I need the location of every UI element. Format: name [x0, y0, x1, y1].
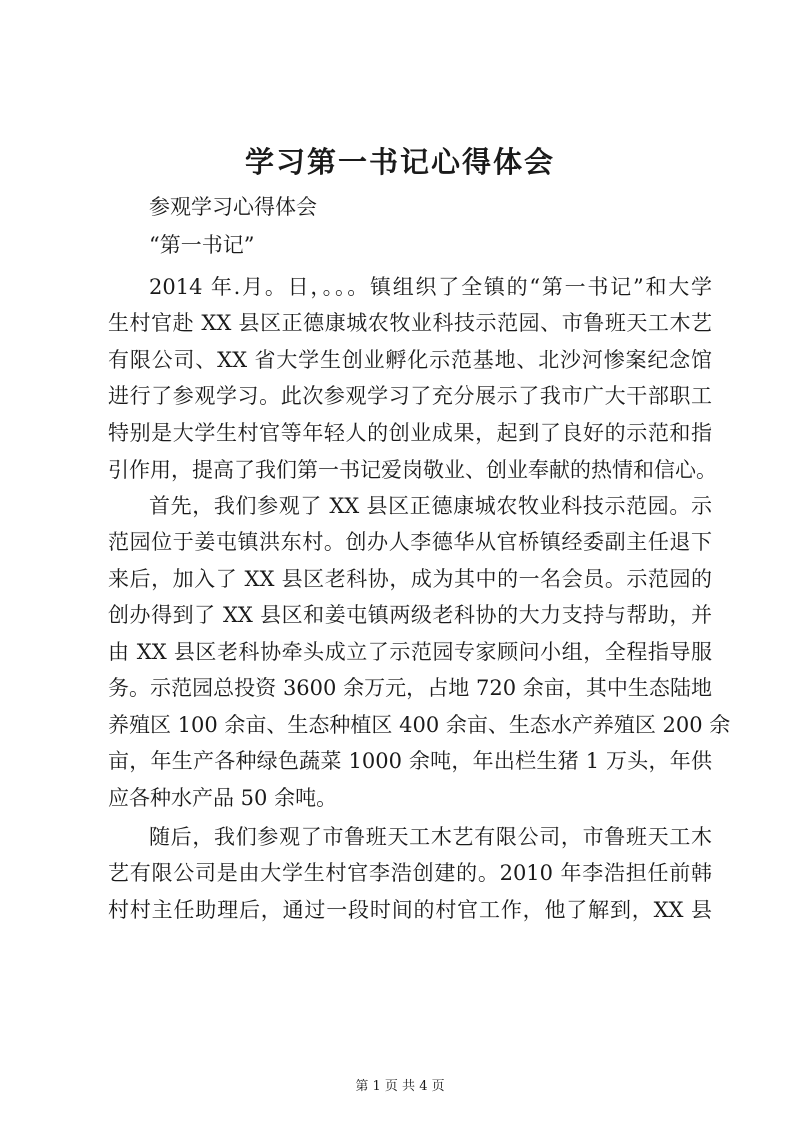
text-line: 艺有限公司是由大学生村官李浩创建的。2010 年李浩担任前韩 — [108, 861, 712, 885]
text-line: “第一书记” — [149, 233, 255, 257]
text-line: 首先，我们参观了 XX 县区正德康城农牧业科技示范园。示 — [149, 494, 712, 518]
text-line: 范园位于姜屯镇洪东村。创办人李德华从官桥镇经委副主任退下 — [108, 530, 712, 554]
text-line: 养殖区 100 余亩、生态种植区 400 余亩、生态水产养殖区 200 余 — [108, 713, 731, 737]
text-line: 亩，年生产各种绿色蔬菜 1000 余吨，年出栏生猪 1 万头，年供 — [108, 749, 712, 773]
text-line: 2014 年.月。日，。。。镇组织了全镇的“第一书记”和大学 — [149, 275, 712, 299]
text-line: 创办得到了 XX 县区和姜屯镇两级老科协的大力支持与帮助，并 — [108, 603, 712, 627]
text-line: 应各种水产品 50 余吨。 — [108, 786, 338, 810]
text-line: 生村官赴 XX 县区正德康城农牧业科技示范园、市鲁班天工木艺 — [108, 311, 712, 335]
text-line: 来后，加入了 XX 县区老科协，成为其中的一名会员。示范园的 — [108, 567, 712, 591]
text-line: 务。示范园总投资 3600 余万元，占地 720 余亩，其中生态陆地 — [108, 676, 712, 700]
page-footer: 第 1 页 共 4 页 — [355, 1079, 445, 1094]
text-line: 村村主任助理后，通过一段时间的村官工作，他了解到，XX 县 — [108, 898, 712, 922]
text-line: 由 XX 县区老科协牵头成立了示范园专家顾问小组，全程指导服 — [108, 640, 712, 664]
text-line: 参观学习心得体会 — [149, 195, 317, 219]
text-line: 随后，我们参观了市鲁班天工木艺有限公司，市鲁班天工木 — [149, 825, 712, 849]
text-line: 进行了参观学习。此次参观学习了充分展示了我市广大干部职工 — [108, 384, 712, 408]
text-line: 引作用，提高了我们第一书记爱岗敬业、创业奉献的热情和信心。 — [108, 458, 717, 482]
text-line: 有限公司、XX 省大学生创业孵化示范基地、北沙河惨案纪念馆 — [108, 348, 712, 372]
text-line: 特别是大学生村官等年轻人的创业成果，起到了良好的示范和指 — [108, 421, 712, 445]
document-title: 学习第一书记心得体会 — [244, 145, 555, 179]
